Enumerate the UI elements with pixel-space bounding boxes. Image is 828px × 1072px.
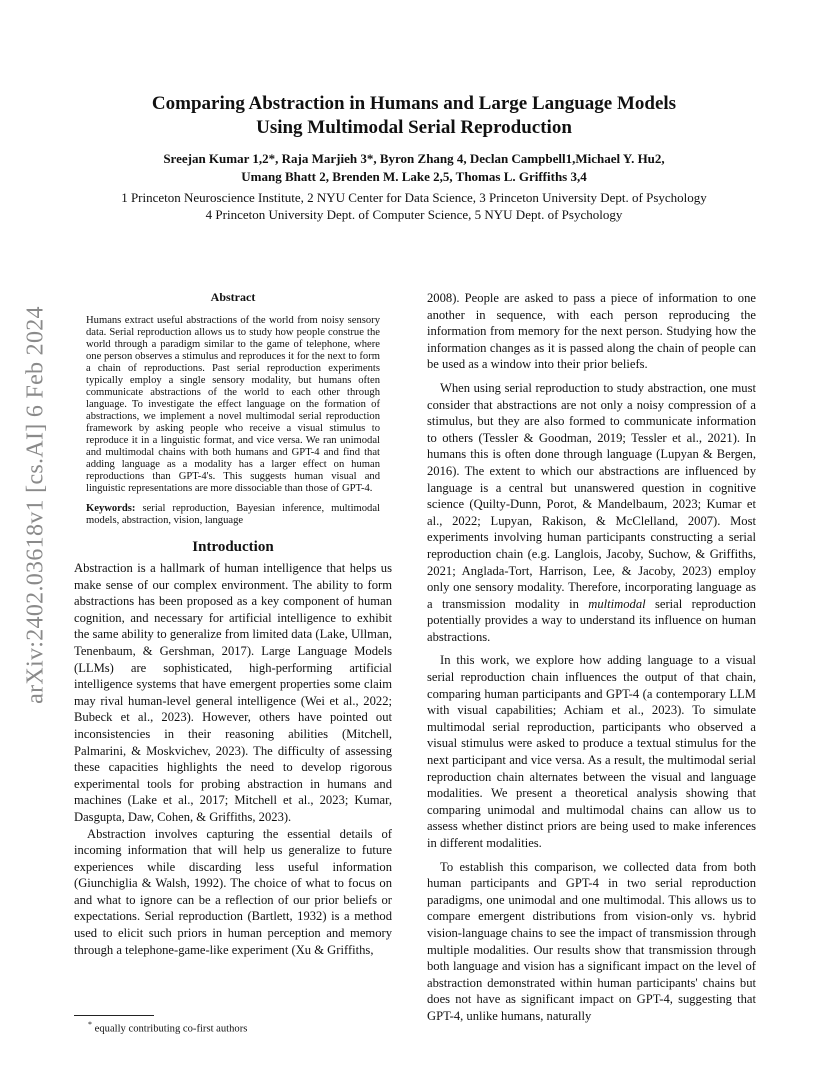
author-list xyxy=(90,150,738,186)
intro-paragraph-1: Abstraction is a hallmark of human intelligence that helps us make sense of our complex environment. The ability to form abstractions has been proposed as a key component of human cognition, and necessary for artificial intelligence to exhibit the same ability to generalize from limited data (Lake, Ullman, Tenenbaum, & Gershman, 2017). Large Language Models (LLMs) are sophisticated, high-performing artificial intelligence systems that have emergent properties some claim may rival human-level general intelligence (Wei et al., 2022; Bubeck et al., 2023). However, others have pointed out inconsistencies in their reasoning abilities (Mitchell, Palmarini, & Moskvichev, 2023). The difficulty of assessing these capacities highlights the need to develop rigorous experimental tools for probing abstraction in humans and machines (Lake et al., 2017; Mitchell et al., 2023; Kumar, Dasgupta, Daw, Cohen, & Griffiths, 2023). xyxy=(74,561,392,824)
body-paragraph-1: 2008). People are asked to pass a piece of information to one another in sequence, with each person reproducing the information from memory for the next person. Studying how the information changes as it is passed along the chain of people can be used as a window into their prior beliefs. xyxy=(427,291,756,372)
body-paragraph-2-emphasis: multimodal xyxy=(588,596,646,611)
affiliations xyxy=(70,189,758,223)
footnote-text: equally contributing co-first authors xyxy=(94,1023,248,1035)
intro-paragraph-2: Abstraction involves capturing the essential details of incoming information that will help us generalize to future experiences while discarding less useful information (Giunchiglia & Walsh, 1992). The choice of what to focus on and what to ignore can be a reflection of our prior beliefs or expectations. Serial reproduction (Bartlett, 1932) is a method used to elicit such priors in human perception and memory through a telephone-game-like experiment (Xu & Griffiths, xyxy=(74,826,392,957)
keywords-label: Keywords: xyxy=(86,503,136,514)
body-paragraph-2-tail: serial reproduction potentially provides a way to understand its influence on human abstractions. xyxy=(427,596,756,644)
body-paragraph-2-text: When using serial reproduction to study abstraction, one must consider that abstractions are not only a noisy compression of a stimulus, but they are also formed to communicate information to others (Tessler & Goodman, 2019; Tessler et al., 2021). In humans this is often done through language (Lupyan & Bergen, 2016). The extent to which our abstractions are influenced by language is a central but unanswered question in cognitive science (Quilty-Dunn, Porot, & Mandelbaum, 2023; Kumar et al., 2022; Lupyan, Rakison, & McClelland, 2007). Most experiments involving human participants constructing a serial reproduction chain (e.g. Langlois, Jacoby, Suchow, & Griffiths, 2021; Anglada-Tort, Harrison, Lee, & Jacoby, 2023) employ only one sensory modality. Therefore, incorporating language as a transmission modality in xyxy=(427,380,756,611)
introduction-heading: Introduction xyxy=(192,539,274,555)
keywords-text: serial reproduction, Bayesian inference, multimodal models, abstraction, vision, language xyxy=(86,503,380,526)
abstract-text: Humans extract useful abstractions of the world from noisy sensory data. Serial reproduction allows us to study how people construe the world through a paradigm similar to the game of telephone, where one person observes a stimulus and reproduces it for the next to form a chain of reproductions. Past serial reproduction experiments typically employ a single sensory modality, but humans often communicate abstractions of the world to each other through language. To investigate the effect language on the formation of abstractions, we implement a novel multimodal serial reproduction framework by asking people who receive a visual stimulus to reproduce it in a linguistic format, and vice versa. We ran unimodal and multimodal chains with both humans and GPT-4 and find that adding language as a modality has a larger effect on human reproductions than GPT-4's. This suggests human visual and linguistic representations are more dissociable than those of GPT-4. xyxy=(86,315,380,494)
paper-title xyxy=(100,92,728,140)
abstract-heading: Abstract xyxy=(210,290,256,304)
body-paragraph-4: To establish this comparison, we collected data from both human participants and GPT-4 in two serial reproduction paradigms, one unimodal and one multimodal. This allows us to compare emergent distributions from vision-only vs. hybrid vision-language chains to see the impact of transmission through multiple modalities. Our results show that transmission through both language and vision has a significant impact on the level of abstraction demonstrated within human participants' chains but does not have as significant impact on GPT-4, suggesting that GPT-4, unlike humans, naturally xyxy=(427,859,756,1023)
title-line-2: Using Multimodal Serial Reproduction xyxy=(256,117,572,138)
arxiv-identifier xyxy=(18,300,54,710)
title-line-1: Comparing Abstraction in Humans and Large Language Models xyxy=(151,93,677,114)
arxiv-identifier-text: arXiv:2402.03618v1 [cs.AI] 6 Feb 2024 xyxy=(22,306,49,704)
footnote-mark: * xyxy=(88,1020,92,1029)
keywords xyxy=(86,503,380,527)
footnote-rule xyxy=(74,1015,154,1016)
footnote xyxy=(88,1018,247,1036)
body-paragraph-3: In this work, we explore how adding language to a visual serial reproduction chain influences the output of that chain, comparing human participants and GPT-4 (a contemporary LLM with visual capabilities; Achiam et al., 2023). To simulate multimodal serial reproduction, participants who observed a visual stimulus were asked to produce a textual stimulus for the next participant and vice versa. As a result, the multimodal serial reproduction chain alternates between the visual and language modalities. We present a theoretical analysis showing that comparing unimodal and multimodal chains can allow us to assess whether distinct priors are being used to make inferences in different modalities. xyxy=(427,653,756,850)
left-column xyxy=(74,290,392,958)
affiliations-line-2: 4 Princeton University Dept. of Computer Science, 5 NYU Dept. of Psychology xyxy=(205,207,623,222)
body-paragraph-2 xyxy=(427,380,756,646)
right-column xyxy=(427,290,756,1025)
authors-line-1: Sreejan Kumar 1,2*, Raja Marjieh 3*, Byron Zhang 4, Declan Campbell1,Michael Y. Hu2, xyxy=(163,151,665,166)
authors-line-2: Umang Bhatt 2, Brenden M. Lake 2,5, Thomas L. Griffiths 3,4 xyxy=(241,169,587,184)
affiliations-line-1: 1 Princeton Neuroscience Institute, 2 NYU Center for Data Science, 3 Princeton University Dept. of Psychology xyxy=(121,190,707,205)
